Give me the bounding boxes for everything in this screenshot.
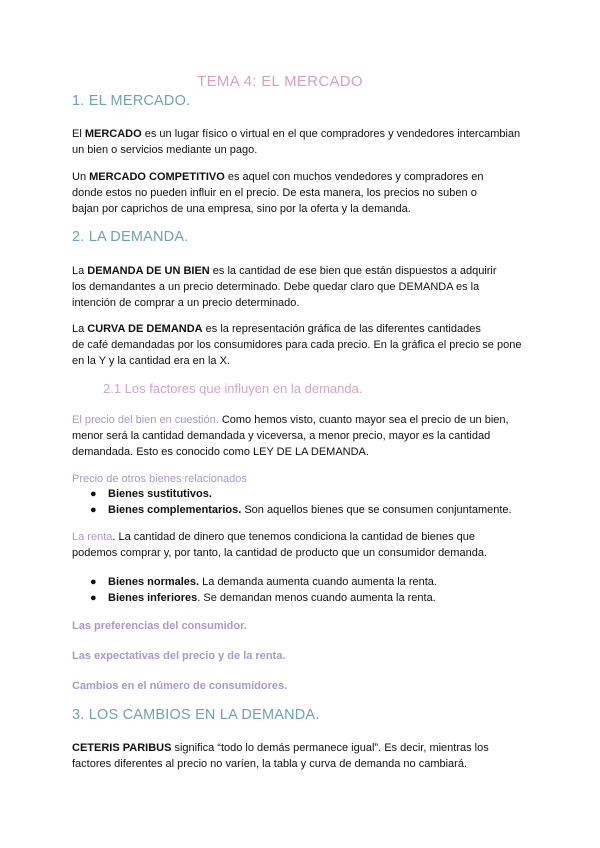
text: es aquel con muchos vendedores y compradores en [224, 171, 484, 183]
text: demandada. Esto es conocido como LEY DE LA DEMANDA. [72, 446, 369, 458]
text: de café demandadas por los consumidores para cada precio. En la gráfica el precio se pone [72, 339, 522, 351]
factor-label-consumidores: Cambios en el número de consumidores. [72, 680, 288, 692]
text: factores diferentes al precio no varíen, la tabla y curva de demanda no cambiará. [72, 758, 468, 770]
bold-term: DEMANDA DE UN BIEN [87, 265, 210, 277]
text: significa “todo lo demás permanece igual”. Es decir, mientras los [171, 742, 489, 754]
bold-term: CETERIS PARIBUS [72, 742, 172, 754]
paragraph-mercado-competitivo [72, 169, 532, 217]
bold-term: Bienes complementarios. [108, 504, 242, 516]
bullet-icon: ● [90, 488, 97, 500]
section-heading-demanda: 2. LA DEMANDA. [72, 229, 189, 245]
text: El [72, 128, 85, 140]
factor-label-preferencias: Las preferencias del consumidor. [72, 620, 247, 632]
text: podemos comprar y, por tanto, la cantidad de producto que un consumidor demanda. [72, 547, 487, 559]
paragraph-curva-demanda [72, 321, 532, 369]
section-heading-cambios: 3. LOS CAMBIOS EN LA DEMANDA. [72, 707, 320, 723]
bold-term: Bienes sustitutivos. [108, 488, 212, 500]
bullet-icon: ● [90, 576, 97, 588]
text: La [72, 265, 88, 277]
factor-label-otros-bienes: Precio de otros bienes relacionados [72, 473, 247, 485]
factor-label: La renta [72, 531, 113, 543]
text: intención de comprar a un precio determinado. [72, 297, 300, 309]
subsection-heading-factores: 2.1 Los factores que influyen en la demanda. [103, 381, 363, 396]
text: es la cantidad de ese bien que están dispuestos a adquirir [209, 265, 497, 277]
text: . La cantidad de dinero que tenemos condiciona la cantidad de bienes que [112, 531, 476, 543]
bold-term: MERCADO COMPETITIVO [89, 171, 225, 183]
text: es la representación gráfica de las diferentes cantidades [202, 323, 481, 335]
list-item [90, 590, 436, 606]
bullet-icon: ● [90, 504, 97, 516]
document-title: TEMA 4: EL MERCADO [197, 73, 363, 90]
text: . Se demandan menos cuando aumenta la renta. [197, 592, 436, 604]
text: los demandantes a un precio determinado. Debe quedar claro que DEMANDA es la [72, 281, 480, 293]
section-heading-mercado: 1. EL MERCADO. [72, 93, 191, 109]
text: menor será la cantidad demandada y viceversa, a menor precio, mayor es la cantidad [72, 430, 491, 442]
text: La demanda aumenta cuando aumenta la renta. [199, 576, 437, 588]
bold-term: Bienes normales. [108, 576, 200, 588]
text: Son aquellos bienes que se consumen conjuntamente. [241, 504, 512, 516]
text: en la Y y la cantidad era en la X. [72, 355, 230, 367]
text: La [72, 323, 88, 335]
bold-term: CURVA DE DEMANDA [87, 323, 203, 335]
list-item [90, 574, 437, 590]
text: Un [72, 171, 90, 183]
text: bajan por caprichos de una empresa, sino por la oferta y la demanda. [72, 203, 411, 215]
paragraph-factor-renta [72, 529, 532, 561]
paragraph-factor-precio [72, 412, 532, 460]
factor-label: El precio del bien en cuestión. [72, 414, 219, 426]
list-item [90, 486, 212, 502]
factor-label-expectativas: Las expectativas del precio y de la renta. [72, 650, 286, 662]
bold-term: Bienes inferiores [108, 592, 198, 604]
paragraph-demanda-bien [72, 263, 532, 311]
paragraph-mercado [72, 126, 532, 158]
bullet-icon: ● [90, 592, 97, 604]
text: Como hemos visto, cuanto mayor sea el precio de un bien, [218, 414, 509, 426]
bold-term: MERCADO [84, 128, 142, 140]
paragraph-ceteris-paribus [72, 740, 532, 772]
text: es un lugar físico o virtual en el que compradores y vendedores intercambian [141, 128, 521, 140]
text: donde estos no pueden influir en el precio. De esta manera, los precios no suben o [72, 187, 477, 199]
list-item [90, 502, 512, 518]
text: un bien o servicios mediante un pago. [72, 144, 258, 156]
